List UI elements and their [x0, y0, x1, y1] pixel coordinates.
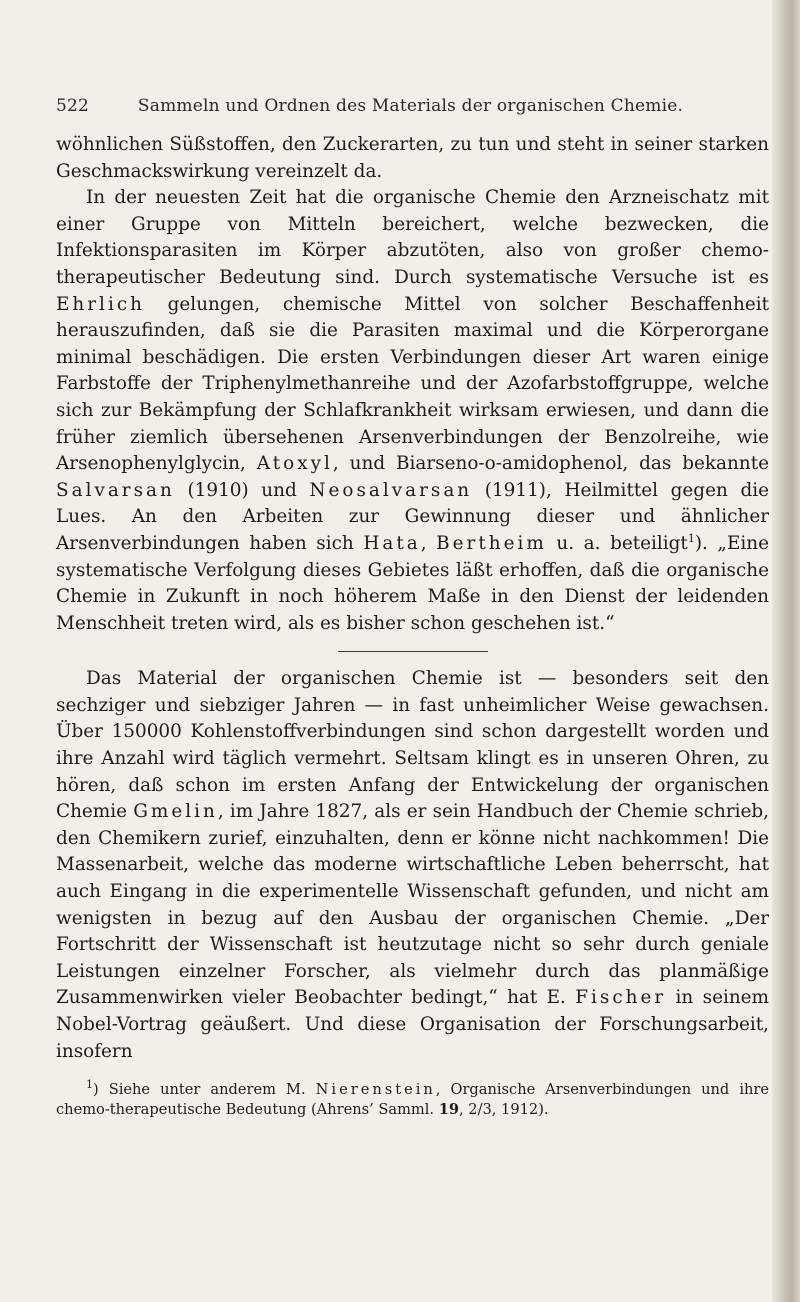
footnote-mark: 1 [86, 1078, 93, 1092]
text-run: , und Biarseno-o-amidophenol, das bekannte [332, 453, 769, 475]
page-number: 522 [56, 96, 90, 116]
section-separator [338, 651, 488, 652]
text-run: (1910) und [174, 479, 310, 501]
text-run: in seinem Nobel-Vortrag geäußert. Und diese Organisation der Forschungsarbeit, insofern [56, 987, 769, 1062]
book-page [56, 96, 769, 1120]
text-run: , 2/3, 1912). [459, 1101, 549, 1119]
text-run: gelungen, chemische Mittel von solcher Beschaffenheit herauszufinden, daß sie die Parasiten maximal und die Körperorgane minimal beschädigen. Die ersten Verbindungen dieser Art waren einige Farbstoffe der Triphenylmethanreihe und der Azofarbstoffgruppe, welche sich zur Bekämpfung der Schlafkrankheit wirksam erwiesen, und dann die früher ziemlich übersehenen Arsenverbindungen der Benzolreihe, wie Arsenophenylglycin, [56, 293, 769, 475]
text-run: wöhnlichen Süßstoffen, den Zuckerarten, zu tun und steht in seiner starken Geschmackswirkung vereinzelt da. [56, 134, 769, 182]
page-edge-shadow [772, 0, 800, 1302]
text-run: , Organische Arsenverbindungen und ihre chemo-therapeutische Bedeutung (Ahrens’ Samml. [56, 1081, 769, 1119]
text-run: , [420, 532, 437, 554]
name-neosalvarsan: Neosalvarsan [309, 479, 473, 501]
name-hata: Hata [363, 532, 421, 554]
name-gmelin: Gmelin [133, 801, 218, 823]
name-ehrlich: Ehrlich [56, 293, 145, 315]
text-run: In der neuesten Zeit hat die organische Chemie den Arzneischatz mit einer Gruppe von Mitteln bereichert, welche bezwecken, die Infektionsparasiten im Körper abzutöten, also von großer chemo-therapeutischer Bedeutung sind. Durch systematische Versuche ist es [56, 187, 769, 288]
name-fischer: Fischer [575, 987, 667, 1009]
paragraph-3 [56, 666, 769, 1065]
paragraph-1 [56, 132, 769, 185]
footnote [56, 1080, 769, 1120]
text-run: u. a. beteiligt [546, 532, 688, 554]
paragraph-2 [56, 185, 769, 637]
running-title: Sammeln und Ordnen des Materials der organischen Chemie. [137, 96, 684, 116]
text-run: Das Material der organischen Chemie ist — besonders seit den sechziger und siebziger Jahren — in fast unheimlicher Weise gewachsen. Über 150000 Kohlenstoffverbindungen sind schon dargestellt worden und ihre Anzahl wird täglich vermehrt. Seltsam klingt es in unseren Ohren, zu hören, daß schon im ersten Anfang der Entwickelung der organischen Chemie [56, 668, 769, 823]
name-salvarsan: Salvarsan [56, 479, 175, 501]
volume-number: 19 [438, 1101, 460, 1119]
text-run: ) Siehe unter anderem M. [93, 1081, 316, 1099]
name-atoxyl: Atoxyl [256, 453, 333, 475]
page-body [56, 132, 769, 1065]
name-bertheim: Bertheim [436, 532, 547, 554]
running-header [56, 96, 769, 122]
footnote-text [56, 1080, 769, 1120]
text-run: ). „Eine systematische Verfolgung dieses Gebietes läßt erhoffen, daß die organische Chemie in Zukunft in noch höherem Maße in den Dienst der leidenden Menschheit treten wird, als es bisher schon geschehen ist.“ [56, 532, 769, 634]
footnote-reference[interactable]: 1 [687, 531, 695, 545]
text-run: , im Jahre 1827, als er sein Handbuch der Chemie schrieb, den Chemikern zurief, einzuhalten, denn er könne nicht nachkommen! Die Massenarbeit, welche das moderne wirtschaftliche Leben beherrscht, hat auch Eingang in die experimentelle Wissenschaft gefunden, und nicht am wenigsten in bezug auf den Ausbau der organischen Chemie. „Der Fortschritt der Wissenschaft ist heutzutage nicht so sehr durch geniale Leistungen einzelner Forscher, als vielmehr durch das planmäßige Zusammenwirken vieler Beobachter bedingt,“ hat E. [56, 801, 769, 1009]
name-nierenstein: Nierenstein [315, 1081, 436, 1099]
text-run: (1911), Heilmittel gegen die Lues. An den Arbeiten zur Gewinnung dieser und ähnlicher Arsenverbindungen haben sich [56, 479, 769, 554]
